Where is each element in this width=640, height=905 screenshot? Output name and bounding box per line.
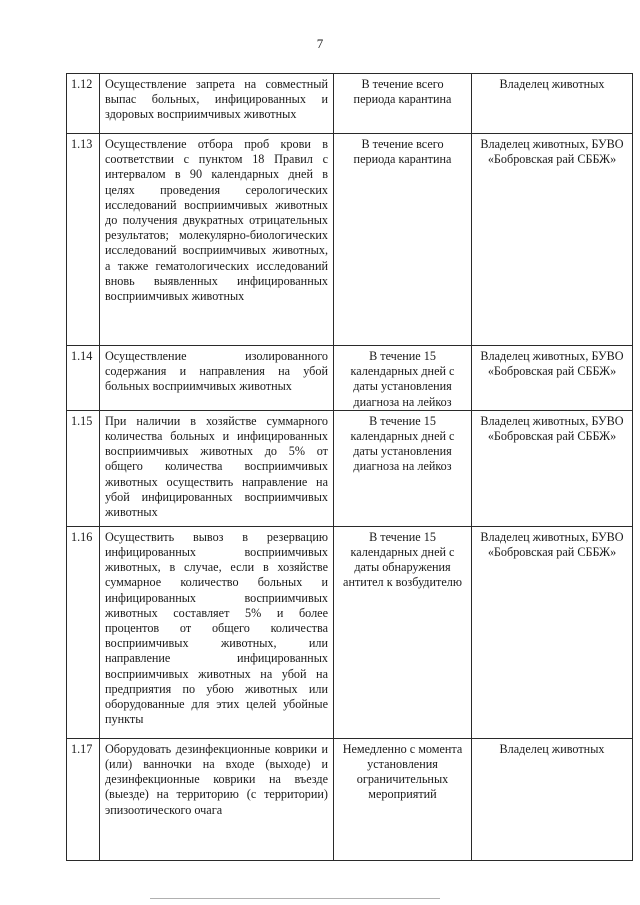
row-number: 1.16 — [67, 526, 100, 738]
row-responsible: Владелец животных, БУВО «Бобровская рай СББЖ» — [472, 526, 633, 738]
row-action: Осуществление запрета на совместный выпас больных, инфицированных и здоровых восприимчивых животных — [100, 74, 334, 134]
row-number: 1.12 — [67, 74, 100, 134]
table-row — [67, 526, 633, 738]
page-number: 7 — [316, 36, 324, 51]
row-term: В течение всего периода карантина — [334, 134, 472, 346]
table-row — [67, 738, 633, 860]
row-term: В течение 15 календарных дней с даты обнаружения антител к возбудителю — [334, 526, 472, 738]
row-term: В течение всего периода карантина — [334, 74, 472, 134]
table-row — [67, 134, 633, 346]
table-row — [67, 410, 633, 526]
row-responsible: Владелец животных — [472, 738, 633, 860]
table-row — [67, 346, 633, 411]
row-term: В течение 15 календарных дней с даты установления диагноза на лейкоз — [334, 346, 472, 411]
row-action: Осуществление отбора проб крови в соответствии с пунктом 18 Правил с интервалом в 90 календарных дней в целях проведения серологических исследований восприимчивых животных до получения двукратных отрицательных результатов; молекулярно-биологических исследований восприимчивых животных, а также гематологических исследований вновь выявленных инфицированных восприимчивых животных — [100, 134, 334, 346]
row-responsible: Владелец животных — [472, 74, 633, 134]
row-number: 1.17 — [67, 738, 100, 860]
measures-table — [66, 73, 633, 861]
row-action: Осуществить вывоз в резервацию инфицированных восприимчивых животных, в случае, если в хозяйстве суммарное количество больных и инфицированных восприимчивых животных составляет 5% и более процентов от общего количества восприимчивых животных, или направление инфицированных восприимчивых животных на убой на предприятия по убою животных или оборудованные для этих целей убойные пункты — [100, 526, 334, 738]
row-number: 1.15 — [67, 410, 100, 526]
table-row — [67, 74, 633, 134]
row-action: Оборудовать дезинфекционные коврики и (или) ванночки на входе (выходе) и дезинфекционные коврики на въезде (выезде) на территорию (с территории) эпизоотического очага — [100, 738, 334, 860]
row-responsible: Владелец животных, БУВО «Бобровская рай СББЖ» — [472, 410, 633, 526]
row-responsible: Владелец животных, БУВО «Бобровская рай СББЖ» — [472, 346, 633, 411]
row-action: При наличии в хозяйстве суммарного количества больных и инфицированных восприимчивых животных до 5% от общего количества восприимчивых животных осуществить направление на убой инфицированных восприимчивых животных — [100, 410, 334, 526]
row-action: Осуществление изолированного содержания и направления на убой больных восприимчивых животных — [100, 346, 334, 411]
row-term: Немедленно с момента установления ограничительных мероприятий — [334, 738, 472, 860]
row-number: 1.14 — [67, 346, 100, 411]
scan-edge-divider — [150, 898, 440, 899]
row-number: 1.13 — [67, 134, 100, 346]
row-responsible: Владелец животных, БУВО «Бобровская рай СББЖ» — [472, 134, 633, 346]
row-term: В течение 15 календарных дней с даты установления диагноза на лейкоз — [334, 410, 472, 526]
